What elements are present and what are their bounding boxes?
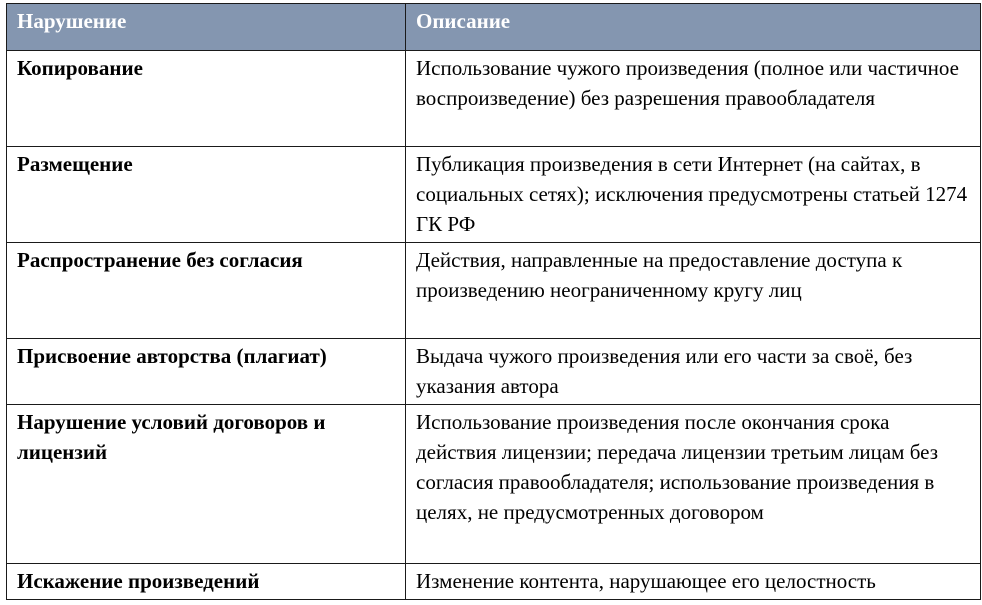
violation-name: Распространение без согласия	[7, 243, 406, 339]
table-header	[7, 4, 981, 51]
violation-name: Присвоение авторства (плагиат)	[7, 339, 406, 405]
violation-name: Копирование	[7, 51, 406, 147]
violation-description: Публикация произведения в сети Интернет (на сайтах, в социальных сетях); исключения предусмотрены статьей 1274 ГК РФ	[406, 147, 981, 243]
table-row	[7, 405, 981, 564]
violations-table	[6, 3, 981, 600]
violation-description: Использование произведения после окончания срока действия лицензии; передача лицензии третьим лицам без согласия правообладателя; использование произведения в целях, не предусмотренных договором	[406, 405, 981, 564]
violation-name: Искажение произведений	[7, 564, 406, 600]
table-row	[7, 564, 981, 600]
table-row	[7, 51, 981, 147]
violation-description: Использование чужого произведения (полное или частичное воспроизведение) без разрешения правообладателя	[406, 51, 981, 147]
violation-description: Действия, направленные на предоставление доступа к произведению неограниченному кругу лиц	[406, 243, 981, 339]
table-row	[7, 339, 981, 405]
header-row	[7, 4, 981, 51]
table-body	[7, 51, 981, 600]
header-description: Описание	[406, 4, 981, 51]
violation-name: Размещение	[7, 147, 406, 243]
header-violation: Нарушение	[7, 4, 406, 51]
violation-description: Выдача чужого произведения или его части за своё, без указания автора	[406, 339, 981, 405]
table-row	[7, 147, 981, 243]
violation-name: Нарушение условий договоров и лицензий	[7, 405, 406, 564]
violation-description: Изменение контента, нарушающее его целостность	[406, 564, 981, 600]
table-row	[7, 243, 981, 339]
